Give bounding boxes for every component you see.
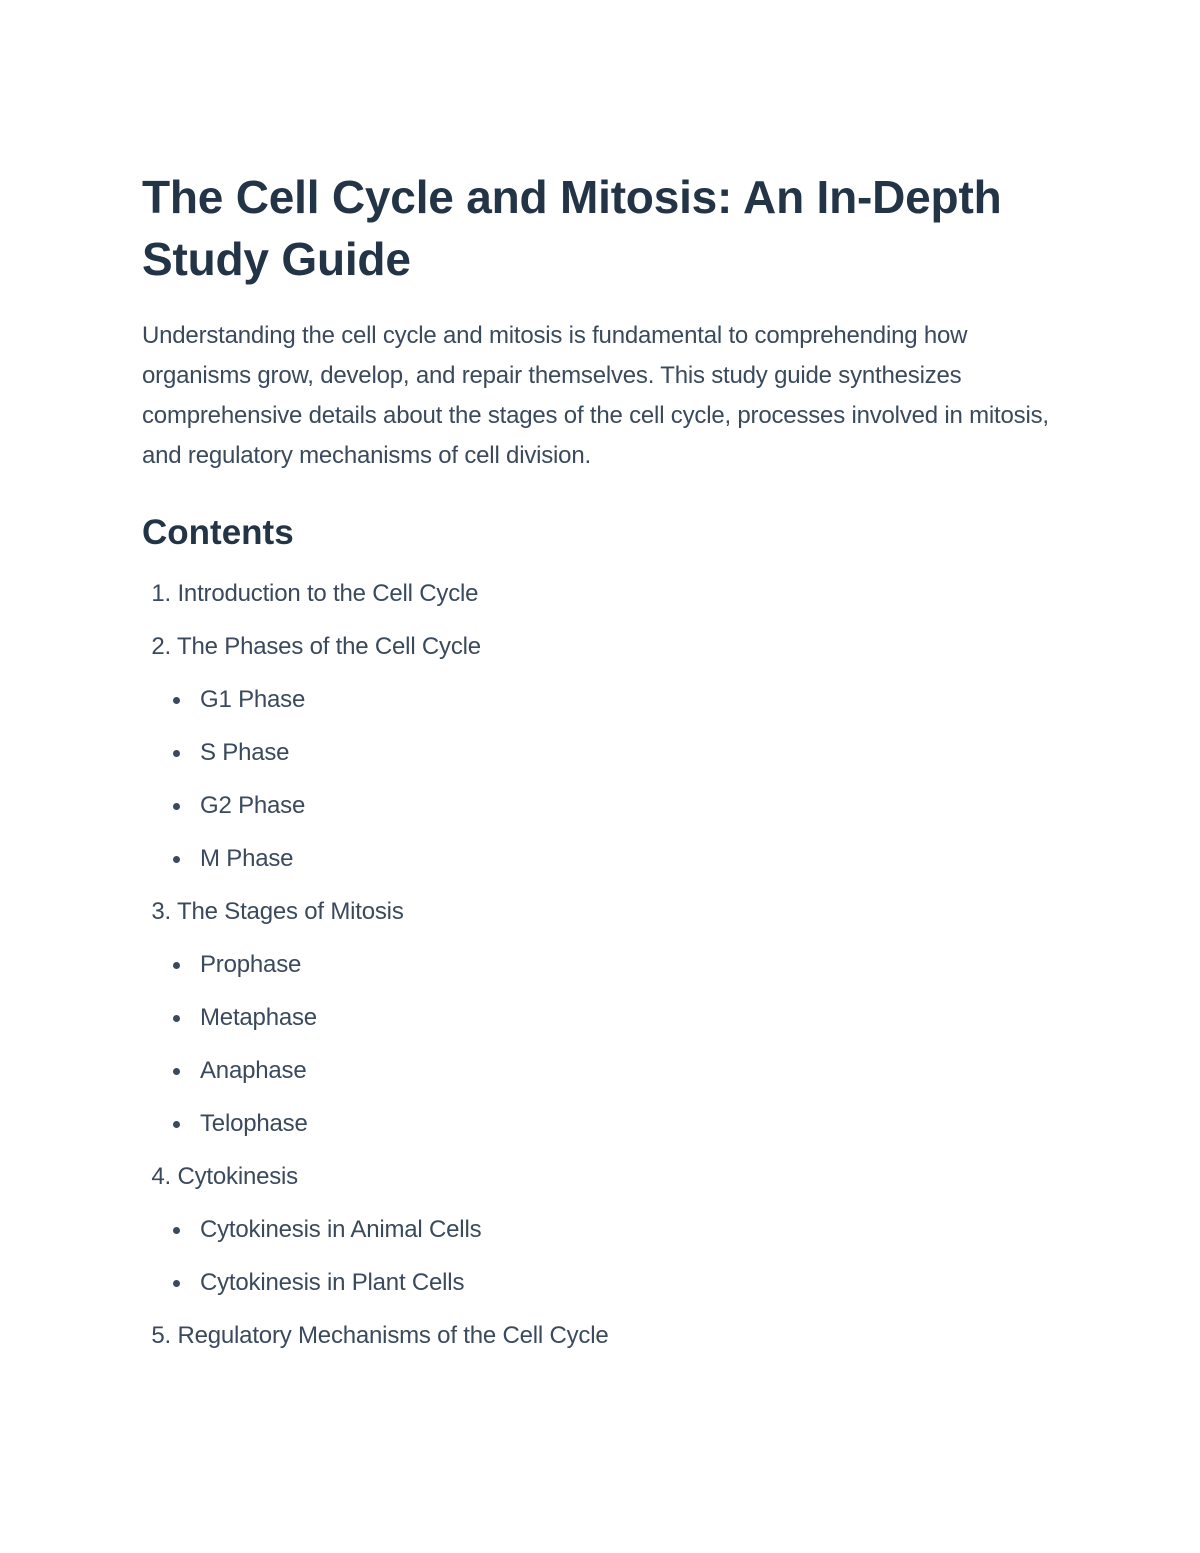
- toc-subitem: Cytokinesis in Animal Cells: [142, 1214, 1072, 1246]
- toc-item-regulation: [142, 1320, 1072, 1352]
- toc-item-phases: [142, 631, 1072, 875]
- toc-label: Cytokinesis: [177, 1163, 298, 1190]
- bullet-icon: [173, 962, 180, 969]
- toc-subitem: Telophase: [142, 1108, 1072, 1140]
- bullet-icon: [173, 856, 180, 863]
- toc-label: The Stages of Mitosis: [177, 898, 404, 925]
- bullet-icon: [173, 1068, 180, 1075]
- document-page: [142, 166, 1072, 1373]
- toc-label: Regulatory Mechanisms of the Cell Cycle: [177, 1322, 609, 1349]
- toc-sublist: [142, 949, 1072, 1140]
- toc-number: 5.: [151, 1322, 171, 1349]
- toc-label: Introduction to the Cell Cycle: [177, 580, 479, 607]
- toc-item-mitosis: [142, 896, 1072, 1140]
- toc-sublist: [142, 684, 1072, 875]
- bullet-icon: [173, 1121, 180, 1128]
- toc-subitem: G2 Phase: [142, 790, 1072, 822]
- toc-item-introduction: [142, 578, 1072, 610]
- bullet-icon: [173, 803, 180, 810]
- bullet-icon: [173, 1227, 180, 1234]
- bullet-icon: [173, 750, 180, 757]
- toc-subitem: Anaphase: [142, 1055, 1072, 1087]
- toc-subitem: G1 Phase: [142, 684, 1072, 716]
- table-of-contents: [142, 578, 1072, 1352]
- intro-paragraph: Understanding the cell cycle and mitosis is fundamental to comprehending how organisms grow, develop, and repair themselves. This study guide synthesizes comprehensive details about the stages of the cell cycle, processes involved in mitosis, and regulatory mechanisms of cell division.: [142, 322, 1049, 469]
- contents-heading: Contents: [142, 513, 294, 552]
- toc-subitem: S Phase: [142, 737, 1072, 769]
- toc-number: 3.: [151, 898, 171, 925]
- toc-number: 1.: [151, 580, 171, 607]
- toc-subitem: Metaphase: [142, 1002, 1072, 1034]
- bullet-icon: [173, 1015, 180, 1022]
- toc-item-cytokinesis: [142, 1161, 1072, 1299]
- toc-number: 2.: [151, 633, 171, 660]
- toc-number: 4.: [151, 1163, 171, 1190]
- toc-label: The Phases of the Cell Cycle: [177, 633, 481, 660]
- page-title: The Cell Cycle and Mitosis: An In-Depth Study Guide: [142, 171, 1002, 285]
- toc-subitem: Cytokinesis in Plant Cells: [142, 1267, 1072, 1299]
- bullet-icon: [173, 697, 180, 704]
- toc-subitem: M Phase: [142, 843, 1072, 875]
- bullet-icon: [173, 1280, 180, 1287]
- toc-sublist: [142, 1214, 1072, 1299]
- toc-subitem: Prophase: [142, 949, 1072, 981]
